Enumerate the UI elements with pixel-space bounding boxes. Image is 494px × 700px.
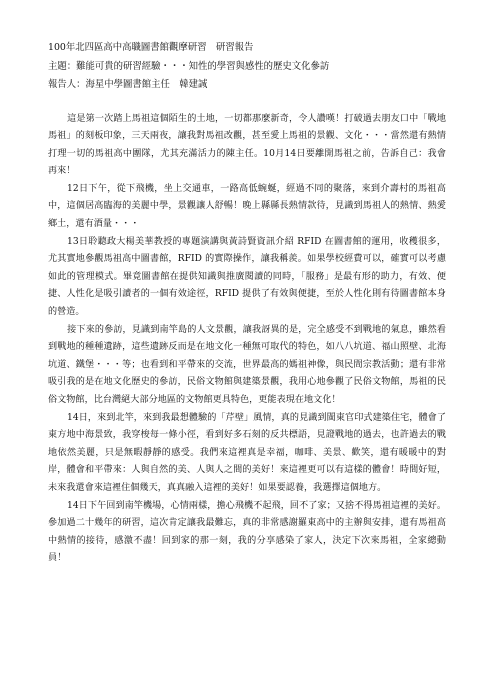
paragraph-2: [48, 181, 446, 234]
paragraph-5: [48, 410, 446, 498]
report-header: [48, 39, 446, 95]
paragraph-3: [48, 234, 446, 322]
paragraph-text: 接下來的參訪，見識到南竿島的人文景觀，讓我訝異的是，完全感受不到戰地的氣息，雖然看到戰地的種種遺跡，這些遺跡反而是在地文化一種無可取代的特色，如八八坑道、福山照壁、北海坑道、鐵堡・・・等；也看到和平帶來的交流，世界最高的媽祖神像，與民間宗教活動；還有非常吸引我的是在地文化歷史的參訪，民俗文物館與建築景觀，我用心地參觀了民俗文物館，馬祖的民俗文物館，比台灣絕大部分地區的文物館更具特色，更能表現在地文化！: [48, 324, 446, 405]
paragraph-4: [48, 322, 446, 410]
report-subject: 主題：難能可貴的研習經驗・・・知性的學習與感性的歷史文化參訪: [48, 60, 330, 72]
paragraph-text: 13日聆聽政大楊美華教授的專題演講與黃詩賢資訊介紹 RFID 在圖書館的運用，收穫很多，尤其實地參觀馬祖高中圖書館，RFID 的實際操作，讓我稱羨。如果學校經費可以，確實可以考慮如此的管理模式。畢竟圖書館在提供知識與推廣閱讀的同時，「服務」是最有形的助力，有效、便捷、人性化是吸引讀者的一個有效途徑，RFID 提供了有效與便捷，至於人性化則有待圖書館本身的營造。: [48, 236, 446, 318]
report-title: 100年北四區高中高職圖書館觀摩研習 研習報告: [48, 42, 254, 53]
paragraph-1: [48, 111, 446, 181]
report-author: 報告人：海星中學圖書館主任 韓建誠: [48, 79, 208, 90]
paragraph-text: 14日，來到北竿，來到我最想體驗的「芹壁」風情，真的見識到閩東官印式建築住宅，體會了東方地中海景致，我穿梭每一條小徑，看到好多石刻的反共標語，見證戰地的過去，也許過去的戰地依然美麗，只是無暇靜靜的感受。我們來這裡真是幸福，咖啡、美景、歡笑，還有暖暖中的對岸，體會和平帶來：人與自然的美、人與人之間的美好！來這裡更可以有這樣的體會！時間好短，未來我還會來這裡住個幾天，真真融入這裡的美好！如果要認養，我選擇這個地方。: [48, 412, 446, 493]
report-body: [48, 111, 446, 568]
paragraph-text: 14日下午回到南竿機場，心情兩樣，擔心飛機不起飛，回不了家；又捨不得馬祖這裡的美好。參加過二十幾年的研習，這次肯定讓我最難忘，真的非常感謝羅東高中的主辦與安排，還有馬祖高中熱情的接待，感激不盡！回到家的那一刻，我的分享感染了家人，決定下次來馬祖，全家總動員！: [48, 500, 446, 564]
paragraph-text: 12日下午，從下飛機，坐上交通車，一路高低蜿蜒，經過不同的聚落，來到介壽村的馬祖高中，這個居高臨海的美麗中學，景觀讓人舒暢！晚上縣縣長熱情款待，見識到馬祖人的熱情、熱愛鄉土，還有酒量・・・: [48, 183, 446, 230]
paragraph-text: 這是第一次踏上馬祖這個陌生的土地，一切都那麼新奇，令人讚嘆！打破過去朋友口中「戰地馬祖」的刻板印象，三天兩夜，讓我對馬祖改觀，甚至愛上馬祖的景觀、文化・・・當然還有熱情打理一切的馬祖高中團隊，尤其充滿活力的陳主任。10月14日要離開馬祖之前，告訴自己：我會再來！: [48, 113, 446, 177]
paragraph-6: [48, 498, 446, 568]
